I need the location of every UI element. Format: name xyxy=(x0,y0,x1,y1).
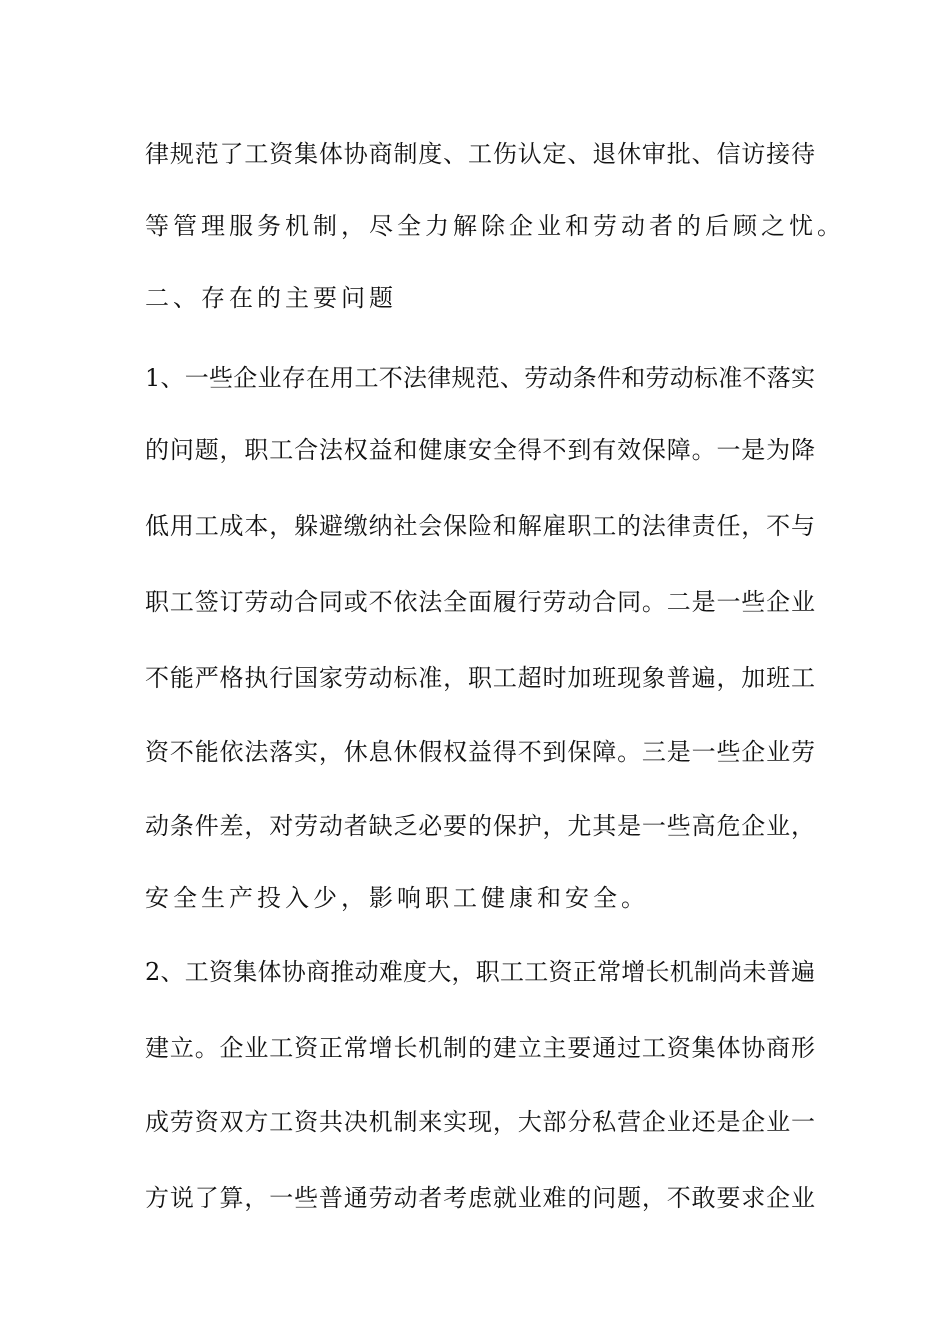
text-line: 动条件差，对劳动者缺乏必要的保护，尤其是一些高危企业， xyxy=(145,812,815,840)
text-line: 成劳资双方工资共决机制来实现，大部分私营企业还是企业一 xyxy=(145,1108,815,1136)
text-line: 安全生产投入少，影响职工健康和安全。 xyxy=(145,884,649,912)
text-line: 职工签订劳动合同或不依法全面履行劳动合同。二是一些企业 xyxy=(145,588,815,616)
text-line: 2、工资集体协商推动难度大，职工工资正常增长机制尚未普遍 xyxy=(145,958,815,986)
text-line: 方说了算，一些普通劳动者考虑就业难的问题，不敢要求企业 xyxy=(145,1184,815,1212)
text-line: 的问题，职工合法权益和健康安全得不到有效保障。一是为降 xyxy=(145,436,815,464)
text-line: 不能严格执行国家劳动标准，职工超时加班现象普遍，加班工 xyxy=(145,664,815,692)
text-line: 1、一些企业存在用工不法律规范、劳动条件和劳动标准不落实 xyxy=(145,364,815,392)
text-line: 资不能依法落实，休息休假权益得不到保障。三是一些企业劳 xyxy=(145,738,815,766)
text-line: 低用工成本，躲避缴纳社会保险和解雇职工的法律责任，不与 xyxy=(145,512,815,540)
text-line: 建立。企业工资正常增长机制的建立主要通过工资集体协商形 xyxy=(145,1034,815,1062)
text-line: 等管理服务机制，尽全力解除企业和劳动者的后顾之忧。 xyxy=(145,212,845,240)
text-line: 律规范了工资集体协商制度、工伤认定、退休审批、信访接待 xyxy=(145,140,815,168)
section-heading: 二、存在的主要问题 xyxy=(145,284,397,312)
